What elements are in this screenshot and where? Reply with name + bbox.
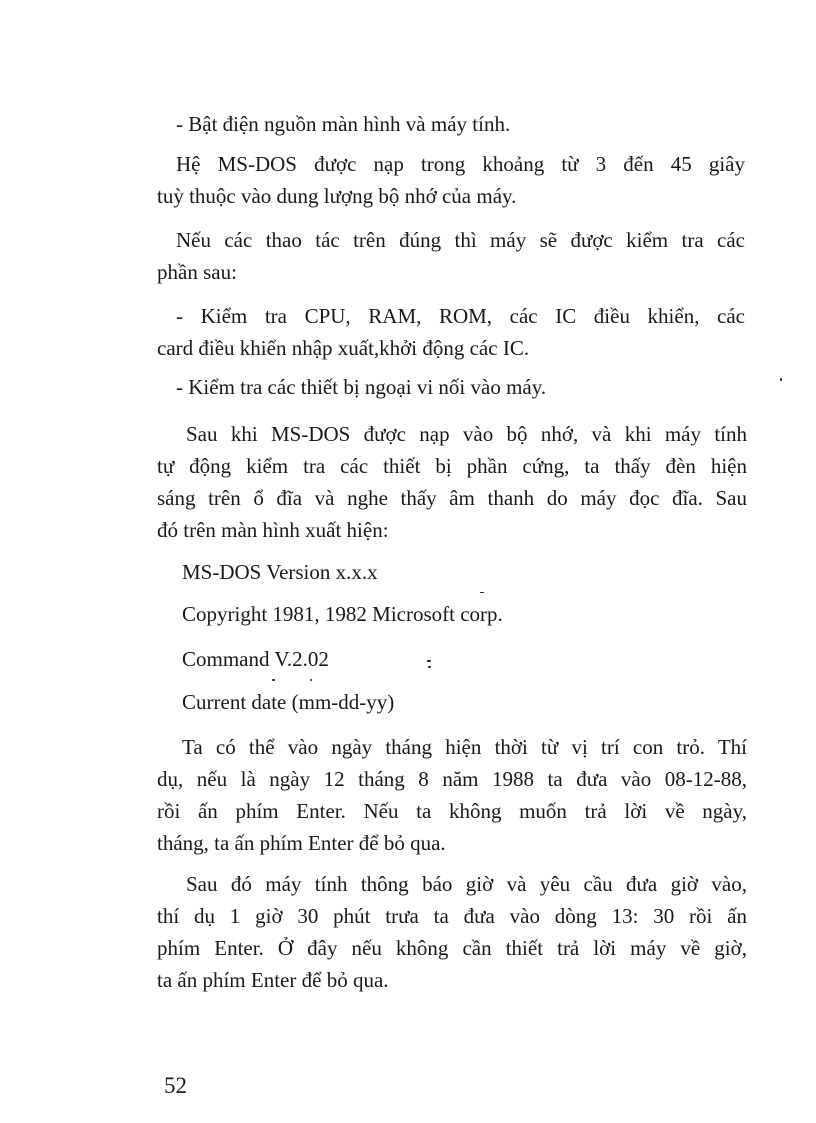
text-line: sáng trên ổ đĩa và nghe thấy âm thanh do máy đọc đĩa. Sau [157,486,747,510]
text-line: tuỳ thuộc vào dung lượng bộ nhớ của máy. [157,184,517,208]
text-line: Sau đó máy tính thông báo giờ và yêu cầu đưa giờ vào, [186,872,747,896]
text-line: - Bật điện nguồn màn hình và máy tính. [176,112,511,136]
text-line: - Kiểm tra CPU, RAM, ROM, các IC điều khiển, các [176,304,745,328]
text-line: đó trên màn hình xuất hiện: [157,518,389,542]
scan-speck [310,679,312,681]
dos-output-line: Copyright 1981, 1982 Microsoft corp. [182,602,503,626]
text-line: tháng, ta ấn phím Enter để bỏ qua. [157,831,446,855]
dos-output-line: MS-DOS Version x.x.x [182,560,378,584]
scan-speck [780,378,782,381]
text-line: thí dụ 1 giờ 30 phút trưa ta đưa vào dòng 13: 30 rồi ấn [157,904,747,928]
scan-speck [427,660,431,662]
dos-output-line: Command V.2.02 [182,647,329,671]
text-line: phần sau: [157,260,237,284]
text-line: Ta có thể vào ngày tháng hiện thời từ vị trí con trỏ. Thí [182,735,747,759]
text-line: Sau khi MS-DOS được nạp vào bộ nhớ, và khi máy tính [186,422,747,446]
text-line: tự động kiểm tra các thiết bị phần cứng, ta thấy đèn hiện [157,454,747,478]
text-line: Hệ MS-DOS được nạp trong khoảng từ 3 đến 45 giây [176,152,745,176]
text-line: card điều khiển nhập xuất,khởi động các IC. [157,336,530,360]
scan-speck [272,679,275,681]
text-line: ta ấn phím Enter để bỏ qua. [157,968,389,992]
scan-speck [428,666,431,668]
text-line: Nếu các thao tác trên đúng thì máy sẽ được kiểm tra các [176,228,745,252]
text-line: dụ, nếu là ngày 12 tháng 8 năm 1988 ta đưa vào 08-12-88, [157,767,747,791]
dos-output-line: Current date (mm-dd-yy) [182,690,395,714]
scan-speck [480,592,484,593]
page-number: 52 [164,1073,187,1098]
text-line: rồi ấn phím Enter. Nếu ta không muốn trả lời về ngày, [157,799,747,823]
text-line: - Kiểm tra các thiết bị ngoại vi nối vào máy. [176,375,547,399]
text-line: phím Enter. Ở đây nếu không cần thiết trả lời máy về giờ, [157,936,747,960]
